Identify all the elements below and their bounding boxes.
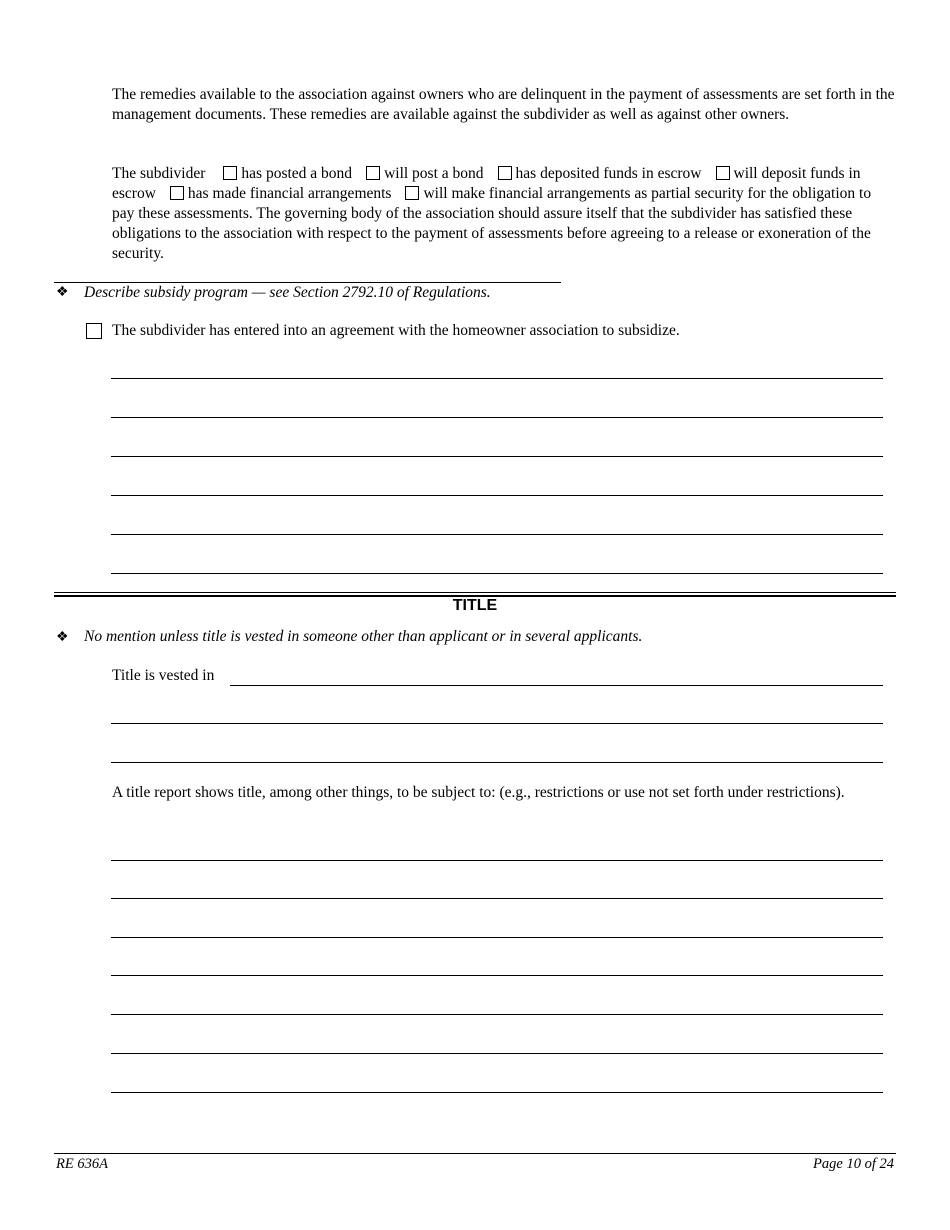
footer-page-number: Page 10 of 24 (813, 1156, 894, 1172)
option-label: has made financial arrangements (187, 185, 392, 202)
report-line-5[interactable] (111, 1014, 883, 1015)
subsidy-line-2[interactable] (111, 417, 883, 418)
option-label: will deposit funds in escrow (112, 165, 861, 202)
vested-input[interactable] (230, 668, 883, 686)
title-instruction: No mention unless title is vested in someone other than applicant or in several applicants. (84, 628, 643, 645)
subsidy-line-3[interactable] (111, 456, 883, 457)
report-line-4[interactable] (111, 975, 883, 976)
report-line-7[interactable] (111, 1092, 883, 1093)
checkbox-has-posted-bond[interactable] (223, 166, 237, 180)
security-tail: as partial security for the obligation to pay these assessments. The governing body of the association should assure itself that the subdivider has satisfied these obligations to the association with respect to the payment of assessments before agreeing to a release or exoneration of the security. (112, 185, 872, 262)
vested-label: Title is vested in (112, 667, 215, 684)
subsidy-checkbox[interactable] (86, 323, 102, 339)
option-label: has deposited funds in escrow (515, 165, 702, 182)
option-label: will post a bond (384, 165, 484, 182)
section-heading-title: TITLE (452, 597, 498, 614)
option-label: has posted a bond (241, 165, 353, 182)
footer-form-id: RE 636A (56, 1156, 108, 1172)
subsidy-checkbox-label: The subdivider has entered into an agreement with the homeowner association to subsidize. (112, 322, 680, 339)
checkbox-will-make-arrangements[interactable] (405, 186, 419, 200)
checkbox-has-deposited-escrow[interactable] (498, 166, 512, 180)
checkbox-will-post-bond[interactable] (366, 166, 380, 180)
subsidy-instruction: Describe subsidy program — see Section 2792.10 of Regulations. (84, 284, 491, 301)
report-line-1[interactable] (111, 860, 883, 861)
report-line-3[interactable] (111, 937, 883, 938)
subsidy-line-6[interactable] (111, 573, 883, 574)
checkbox-has-made-arrangements[interactable] (170, 186, 184, 200)
security-paragraph (112, 164, 897, 264)
security-lead: The subdivider (112, 165, 206, 182)
subsidy-line-1[interactable] (111, 378, 883, 379)
checkbox-will-deposit-escrow[interactable] (716, 166, 730, 180)
report-line-2[interactable] (111, 898, 883, 899)
footer-rule (54, 1153, 896, 1154)
diamond-bullet-icon: ❖ (56, 630, 69, 645)
vested-line-2[interactable] (111, 723, 883, 724)
option-label: will make financial arrangements (423, 185, 631, 202)
diamond-bullet-icon: ❖ (56, 285, 69, 300)
section-rule-top (54, 592, 896, 593)
vested-line-3[interactable] (111, 762, 883, 763)
divider (54, 282, 561, 283)
subsidy-line-4[interactable] (111, 495, 883, 496)
remedies-paragraph: The remedies available to the association against owners who are delinquent in the payment of assessments are set forth in the management documents. These remedies are available against the subdivider as well as against other owners. (112, 86, 895, 123)
subsidy-line-5[interactable] (111, 534, 883, 535)
report-line-6[interactable] (111, 1053, 883, 1054)
title-report-text: A title report shows title, among other things, to be subject to: (e.g., restrictions or use not set forth under restrictions). (112, 784, 845, 801)
